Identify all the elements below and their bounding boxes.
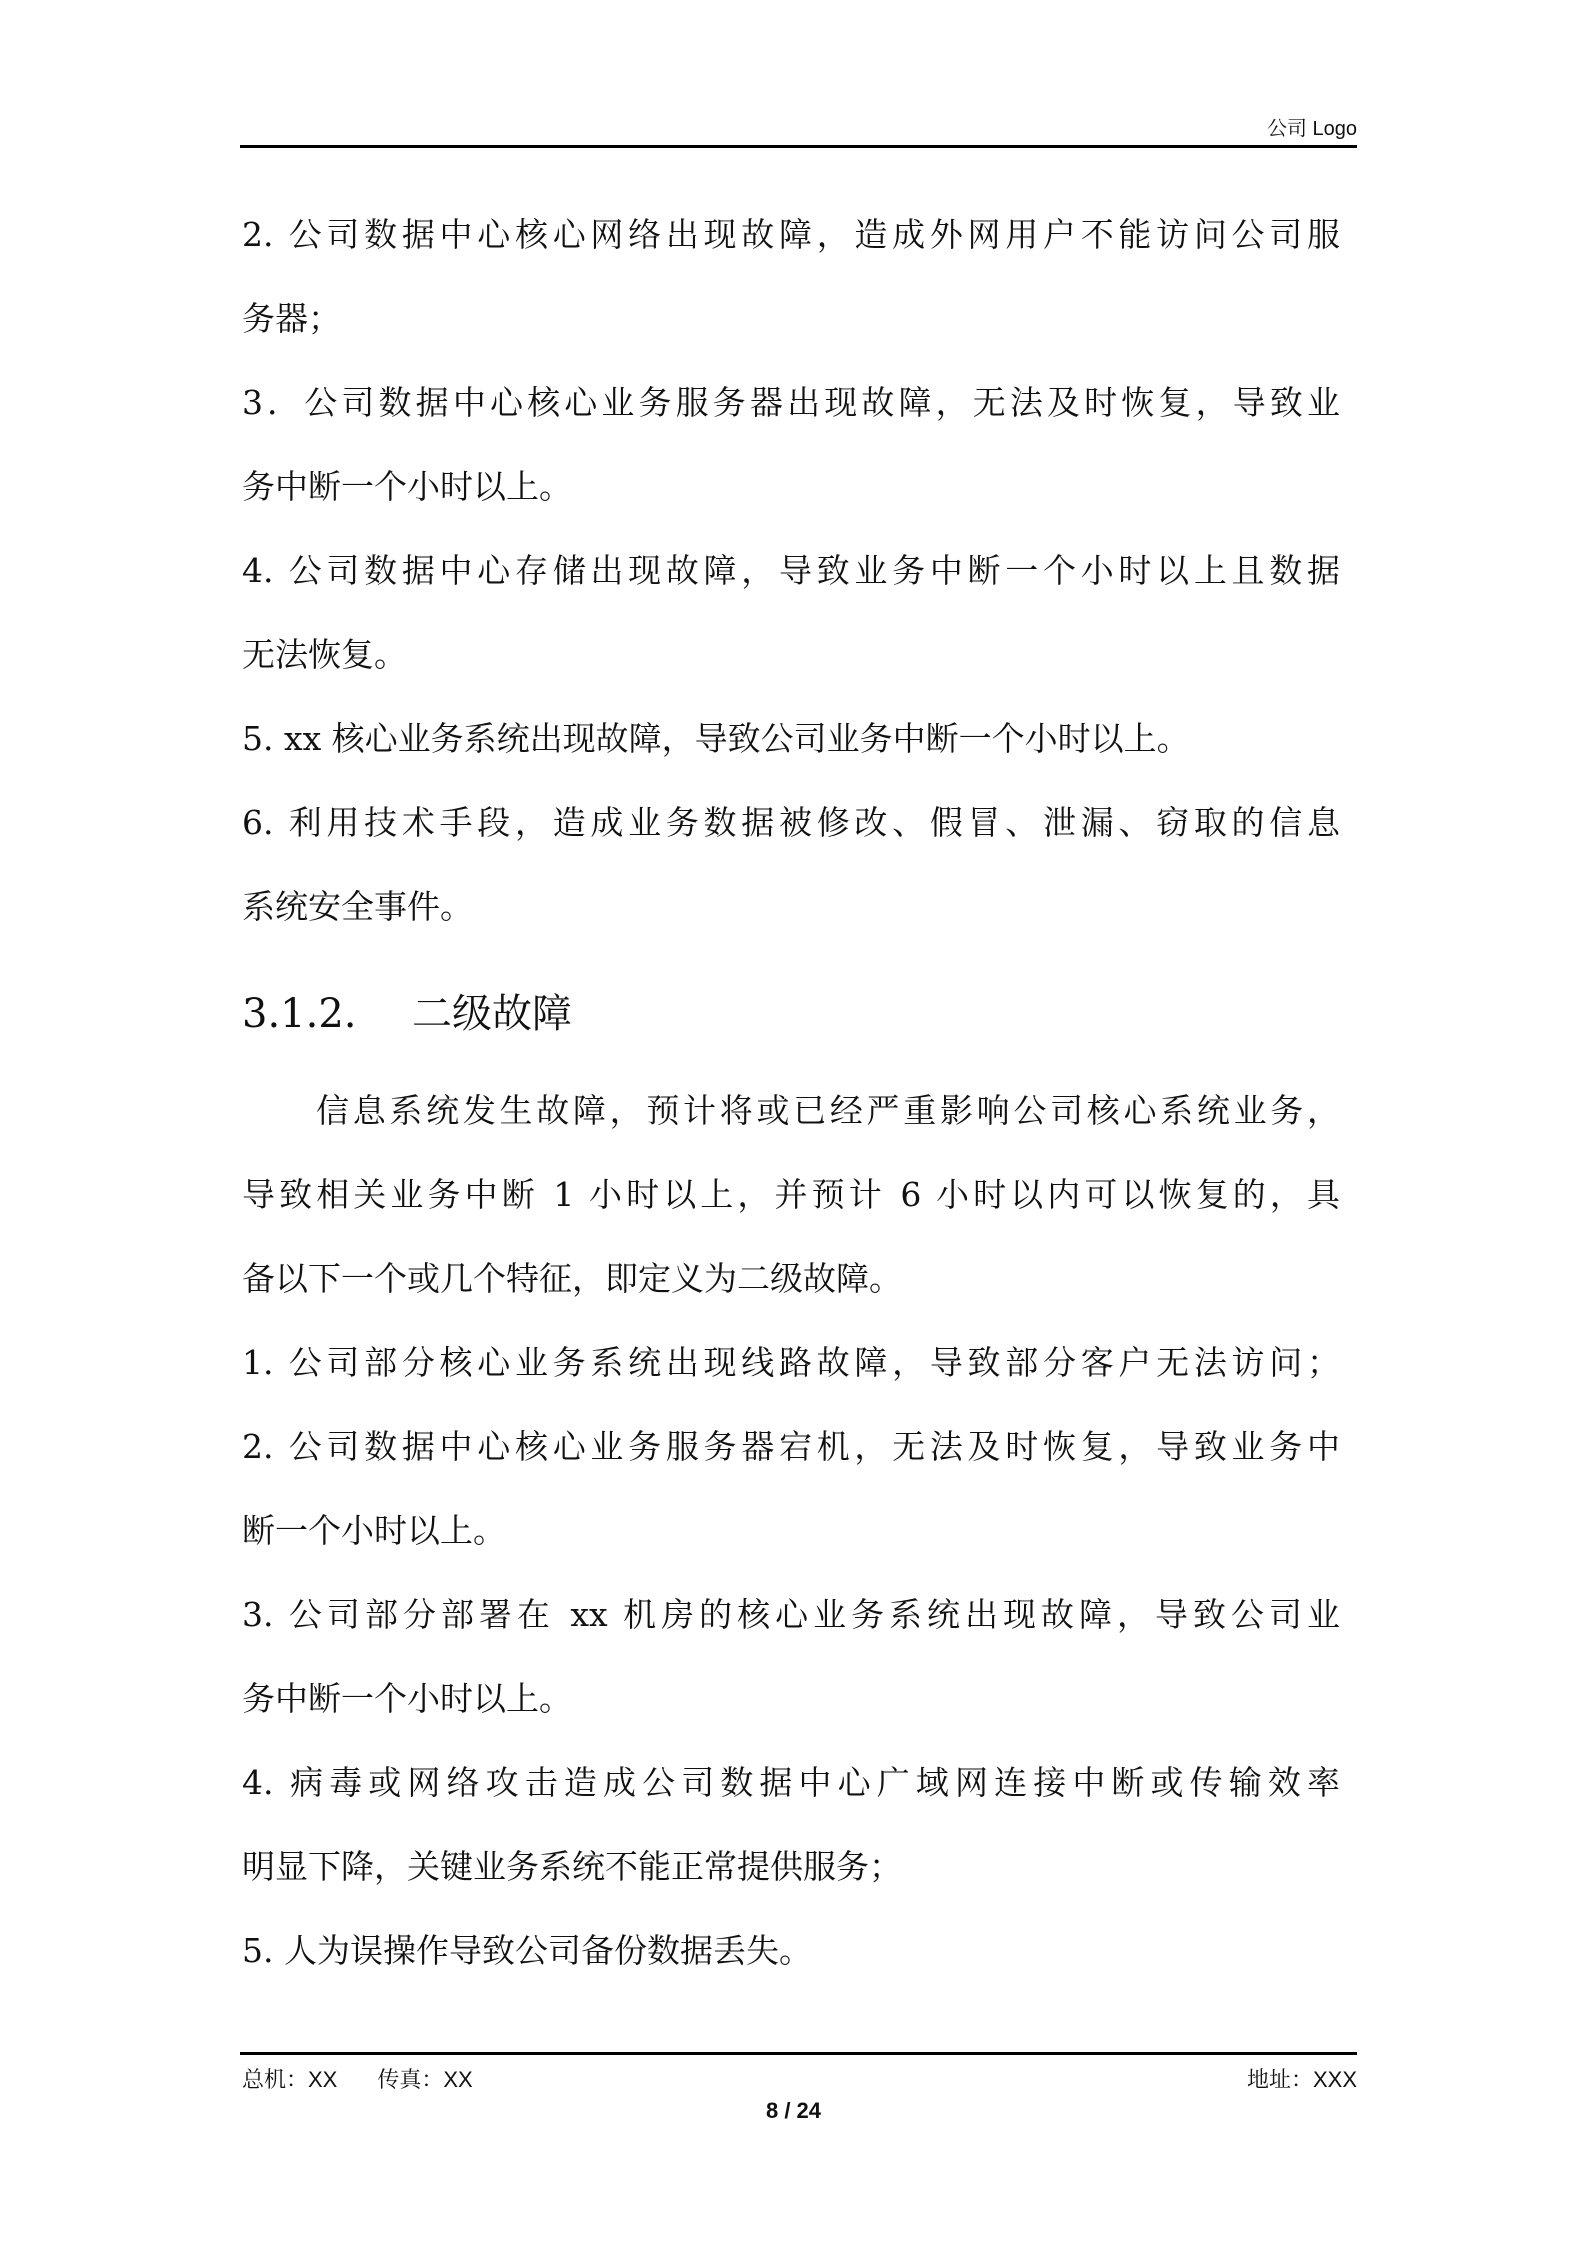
text-line: 系统安全事件。: [242, 887, 473, 926]
text-line: 2. 公司数据中心核心业务服务器宕机，无法及时恢复，导致业务中: [242, 1427, 1340, 1466]
text-line: 5. xx 核心业务系统出现故障，导致公司业务中断一个小时以上。: [242, 719, 1190, 758]
text-line: 2. 公司数据中心核心网络出现故障，造成外网用户不能访问公司服: [242, 215, 1340, 254]
header-logo-text: 公司 Logo: [1266, 118, 1357, 140]
text-line: 务器；: [242, 299, 341, 338]
text-line: 务中断一个小时以上。: [242, 467, 572, 506]
text-line: 导致相关业务中断 1 小时以上，并预计 6 小时以内可以恢复的，具: [242, 1175, 1340, 1214]
header-rule: [240, 145, 1357, 148]
text-line: 1. 公司部分核心业务系统出现线路故障，导致部分客户无法访问；: [242, 1343, 1340, 1382]
footer-address: 地址：XXX: [1246, 2067, 1357, 2092]
page-number: 8 / 24: [765, 2098, 822, 2123]
section-heading: [242, 962, 1340, 1082]
footer-rule: [240, 2052, 1357, 2055]
text-line: 信息系统发生故障，预计将或已经严重影响公司核心系统业务，: [316, 1091, 1340, 1130]
footer: [242, 2063, 1357, 2094]
text-line: 断一个小时以上。: [242, 1511, 506, 1550]
section-title: 二级故障: [412, 991, 572, 1037]
text-line: 备以下一个或几个特征，即定义为二级故障。: [242, 1259, 902, 1298]
text-line: 明显下降，关键业务系统不能正常提供服务；: [242, 1847, 902, 1886]
text-line: 务中断一个小时以上。: [242, 1679, 572, 1718]
text-line: 3. 公司部分部署在 xx 机房的核心业务系统出现故障，导致公司业: [242, 1595, 1340, 1634]
text-line: 4. 公司数据中心存储出现故障，导致业务中断一个小时以上且数据: [242, 551, 1340, 590]
text-line: 6. 利用技术手段，造成业务数据被修改、假冒、泄漏、窃取的信息: [242, 803, 1340, 842]
section-number: 3.1.2.: [242, 991, 357, 1037]
footer-fax: 传真：XX: [377, 2067, 473, 2092]
footer-phone: 总机：XX: [242, 2067, 338, 2092]
text-line: 4. 病毒或网络攻击造成公司数据中心广域网连接中断或传输效率: [242, 1763, 1340, 1802]
text-line: 无法恢复。: [242, 635, 407, 674]
text-line: 3．公司数据中心核心业务服务器出现故障，无法及时恢复，导致业: [242, 383, 1340, 422]
text-line: 5. 人为误操作导致公司备份数据丢失。: [242, 1931, 812, 1970]
document-body: [242, 206, 1340, 2006]
